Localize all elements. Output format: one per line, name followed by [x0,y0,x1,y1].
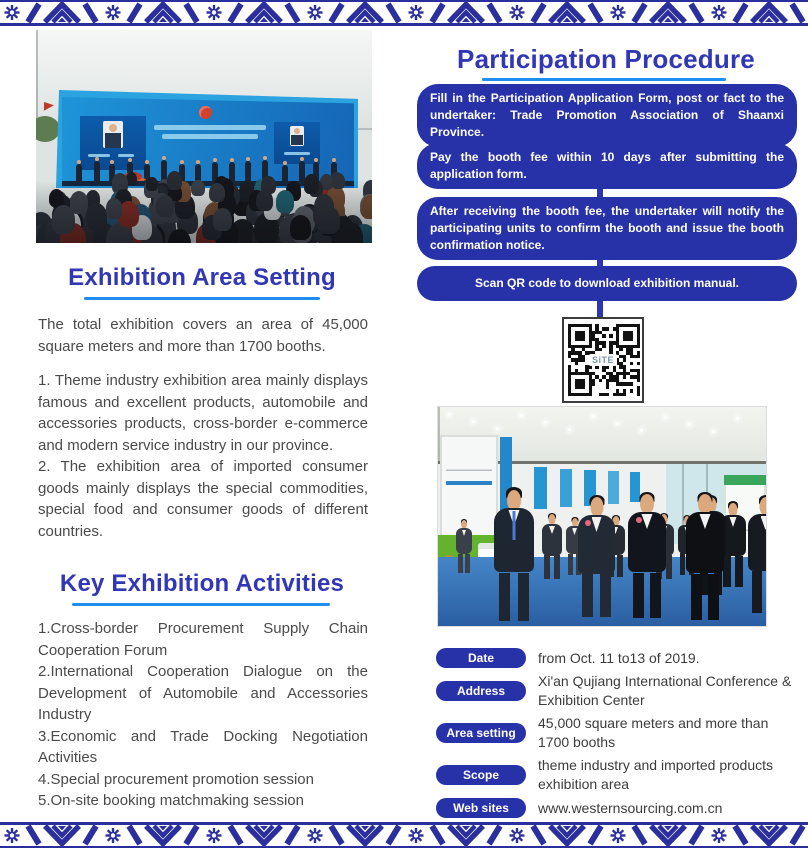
info-row-area-setting [436,714,798,752]
crowd-shade [36,180,372,243]
list-item: 2.International Cooperation Dialogue on the Development of Automobile and Accessories Industry [38,663,368,723]
exhibition-tour-photo [438,407,766,626]
info-row-address [436,672,798,710]
info-table [436,648,798,822]
info-label-pill: Date [436,648,526,668]
info-label-pill: Scope [436,765,526,785]
info-row-scope [436,756,798,794]
section-title-participation: Participation Procedure [457,44,755,74]
info-value: www.westernsourcing.com.cn [538,799,723,816]
info-value: theme industry and imported products exhibition area [538,757,774,792]
info-value: from Oct. 11 to13 of 2019. [538,649,700,666]
area-setting-text [38,314,368,542]
activities-list [38,618,368,812]
section-title-area-setting: Exhibition Area Setting [68,264,336,291]
title-underline [84,297,320,300]
paragraph: 2. The exhibition area of imported consumer goods mainly displays the special commodities, special food and consumer goods of different countries. [38,458,368,540]
info-label-pill: Address [436,681,526,701]
qr-center-label: SiTE [589,354,617,366]
info-row-websites [436,798,798,818]
section-title-key-activities: Key Exhibition Activities [59,570,345,597]
info-row-date [436,648,798,668]
list-item: 5.On-site booking matchmaking session [38,792,304,809]
list-item: 3.Economic and Trade Docking Negotiation Activities [38,727,368,766]
paragraph: 1. Theme industry exhibition area mainly displays famous and excellent products, automobile and accessories products, cross-border e-commerce and modern service industry in our province. [38,372,368,454]
top-border-pattern [0,0,808,26]
procedure-step-2: Pay the booth fee within 10 days after submitting the application form. [417,143,797,189]
qr-code [562,317,644,403]
procedure-step-1: Fill in the Participation Application Form, post or fact to the undertaker: Trade Promotion Association of Shaanxi Province. [417,84,797,147]
info-label-pill: Web sites [436,798,526,818]
info-label-pill: Area setting [436,723,526,743]
title-underline [482,78,726,81]
info-value: 45,000 square meters and more than 1700 booths [538,715,769,750]
opening-ceremony-photo [36,30,372,243]
list-item: 4.Special procurement promotion session [38,770,314,788]
title-underline [72,603,330,606]
list-item: 1.Cross-border Procurement Supply Chain Cooperation Forum [38,620,368,659]
procedure-step-3: After receiving the booth fee, the undertaker will notify the participating units to confirm the booth and issue the booth confirmation notice. [417,197,797,260]
procedure-step-4: Scan QR code to download exhibition manual. [417,266,797,301]
info-value: Xi'an Qujiang International Conference & Exhibition Center [538,673,792,708]
bottom-border-pattern [0,822,808,848]
paragraph: The total exhibition covers an area of 45,000 square meters and more than 1700 booths. [38,316,368,355]
